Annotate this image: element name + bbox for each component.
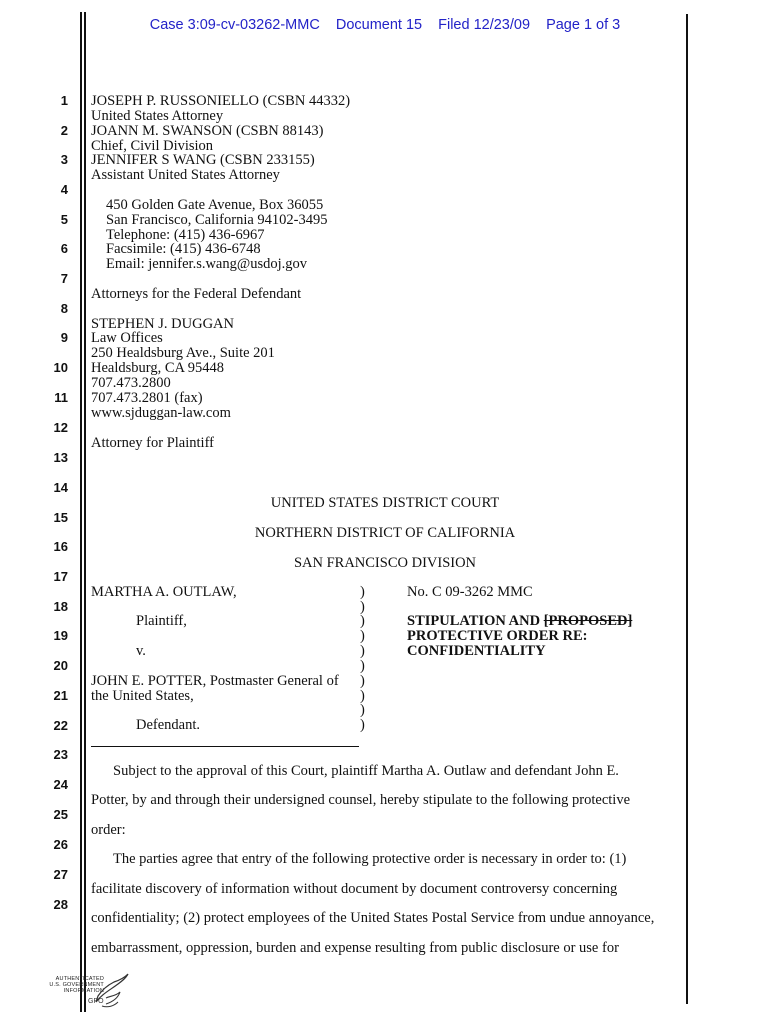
caption-paren: ) (360, 702, 365, 718)
counsel-line: JOANN M. SWANSON (CSBN 88143) (91, 123, 324, 139)
line-number: 4 (60, 182, 68, 197)
line-number: 13 (53, 450, 68, 465)
document-number: Document 15 (335, 17, 423, 33)
line-number: 25 (53, 807, 68, 822)
body-line: embarrassment, oppression, burden and expense resulting from public disclosure or use for (91, 940, 619, 956)
versus: v. (136, 643, 146, 659)
line-number: 3 (60, 152, 68, 167)
defendant-name-cont: the United States, (91, 688, 194, 704)
line-number: 5 (60, 212, 68, 227)
counsel-line: www.sjduggan-law.com (91, 405, 231, 421)
line-number: 22 (53, 718, 68, 733)
line-number: 1 (60, 93, 68, 108)
court-division: SAN FRANCISCO DIVISION (293, 555, 477, 571)
caption-underline (91, 746, 359, 747)
counsel-line: 707.473.2801 (fax) (91, 390, 203, 406)
document-title-line3: CONFIDENTIALITY (407, 643, 546, 659)
body-line: facilitate discovery of information without document by document controversy concerning (91, 881, 618, 897)
gpo-label: GPO (88, 998, 104, 1005)
counsel-line: JOSEPH P. RUSSONIELLO (CSBN 44332) (91, 93, 351, 109)
body-line: order: (91, 822, 126, 838)
counsel-line: 250 Healdsburg Ave., Suite 201 (91, 345, 275, 361)
line-number: 2 (60, 123, 68, 138)
caption-paren: ) (360, 643, 365, 659)
address-line: Telephone: (415) 436-6967 (106, 227, 265, 243)
caption-paren: ) (360, 688, 365, 704)
line-number: 20 (53, 658, 68, 673)
defendant-label: Defendant. (136, 717, 201, 733)
right-margin-rule (686, 14, 688, 1004)
caption-paren: ) (360, 717, 365, 733)
counsel-line: 707.473.2800 (91, 375, 171, 391)
case-no: No. C 09-3262 MMC (407, 584, 533, 600)
line-number: 26 (53, 837, 68, 852)
defendant-name: JOHN E. POTTER, Postmaster General of (91, 673, 339, 689)
plaintiff-role: Attorney for Plaintiff (91, 435, 214, 451)
line-number: 28 (53, 897, 68, 912)
line-number: 18 (53, 599, 68, 614)
line-number: 21 (53, 688, 68, 703)
line-number: 16 (53, 539, 68, 554)
body-line: The parties agree that entry of the following protective order is necessary in order to: (1) (113, 851, 627, 867)
line-number: 19 (53, 628, 68, 643)
address-line: Email: jennifer.s.wang@usdoj.gov (106, 256, 308, 272)
line-number: 6 (60, 241, 68, 256)
counsel-line: STEPHEN J. DUGGAN (91, 316, 234, 332)
counsel-line: Assistant United States Attorney (91, 167, 280, 183)
case-header (0, 17, 770, 33)
body-line: confidentiality; (2) protect employees of the United States Postal Service from undue annoyance, (91, 910, 655, 926)
line-number: 7 (60, 271, 68, 286)
line-number: 24 (53, 777, 68, 792)
counsel-line: Chief, Civil Division (91, 138, 214, 154)
line-number: 27 (53, 867, 68, 882)
caption-paren: ) (360, 584, 365, 600)
page-indicator: Page 1 of 3 (546, 17, 621, 33)
court-district: NORTHERN DISTRICT OF CALIFORNIA (254, 525, 516, 541)
counsel-line: Law Offices (91, 330, 163, 346)
address-line: Facsimile: (415) 436-6748 (106, 241, 261, 257)
filed-date: Filed 12/23/09 (438, 17, 531, 33)
body-line: Subject to the approval of this Court, plaintiff Martha A. Outlaw and defendant John E. (113, 763, 619, 779)
seal-line: U.S. GOVERNMENT (49, 982, 104, 988)
counsel-line: JENNIFER S WANG (CSBN 233155) (91, 152, 315, 168)
line-number: 8 (60, 301, 68, 316)
defense-role: Attorneys for the Federal Defendant (91, 286, 302, 302)
case-number: Case 3:09-cv-03262-MMC (149, 17, 320, 33)
caption-paren: ) (360, 613, 365, 629)
left-margin-rule-2 (84, 12, 86, 1012)
caption-paren: ) (360, 658, 365, 674)
plaintiff-label: Plaintiff, (136, 613, 187, 629)
line-number: 14 (53, 480, 68, 495)
gpo-authentication-seal (42, 972, 132, 1016)
line-number: 15 (53, 510, 68, 525)
caption-paren: ) (360, 599, 365, 615)
line-number: 17 (53, 569, 68, 584)
court-name: UNITED STATES DISTRICT COURT (270, 495, 500, 511)
address-line: San Francisco, California 94102-3495 (106, 212, 328, 228)
line-number: 11 (54, 390, 68, 405)
caption-paren: ) (360, 673, 365, 689)
counsel-line: United States Attorney (91, 108, 224, 124)
eagle-icon (92, 972, 130, 1012)
plaintiff-name: MARTHA A. OUTLAW, (91, 584, 237, 600)
left-margin-rule-1 (80, 12, 82, 1012)
counsel-line: Healdsburg, CA 95448 (91, 360, 225, 376)
title-part: STIPULATION AND (407, 613, 544, 629)
seal-line: AUTHENTICATED (55, 976, 104, 982)
line-number: 10 (53, 360, 68, 375)
struck-proposed: [PROPOSED] (543, 613, 633, 629)
address-line: 450 Golden Gate Avenue, Box 36055 (106, 197, 324, 213)
document-title-line2: PROTECTIVE ORDER RE: (407, 628, 588, 644)
seal-line: INFORMATION (63, 988, 104, 994)
caption-paren: ) (360, 628, 365, 644)
body-line: Potter, by and through their undersigned counsel, hereby stipulate to the following protective (91, 792, 631, 808)
document-title (407, 614, 632, 629)
line-number: 23 (53, 747, 68, 762)
line-number: 9 (60, 330, 68, 345)
line-number: 12 (53, 420, 68, 435)
